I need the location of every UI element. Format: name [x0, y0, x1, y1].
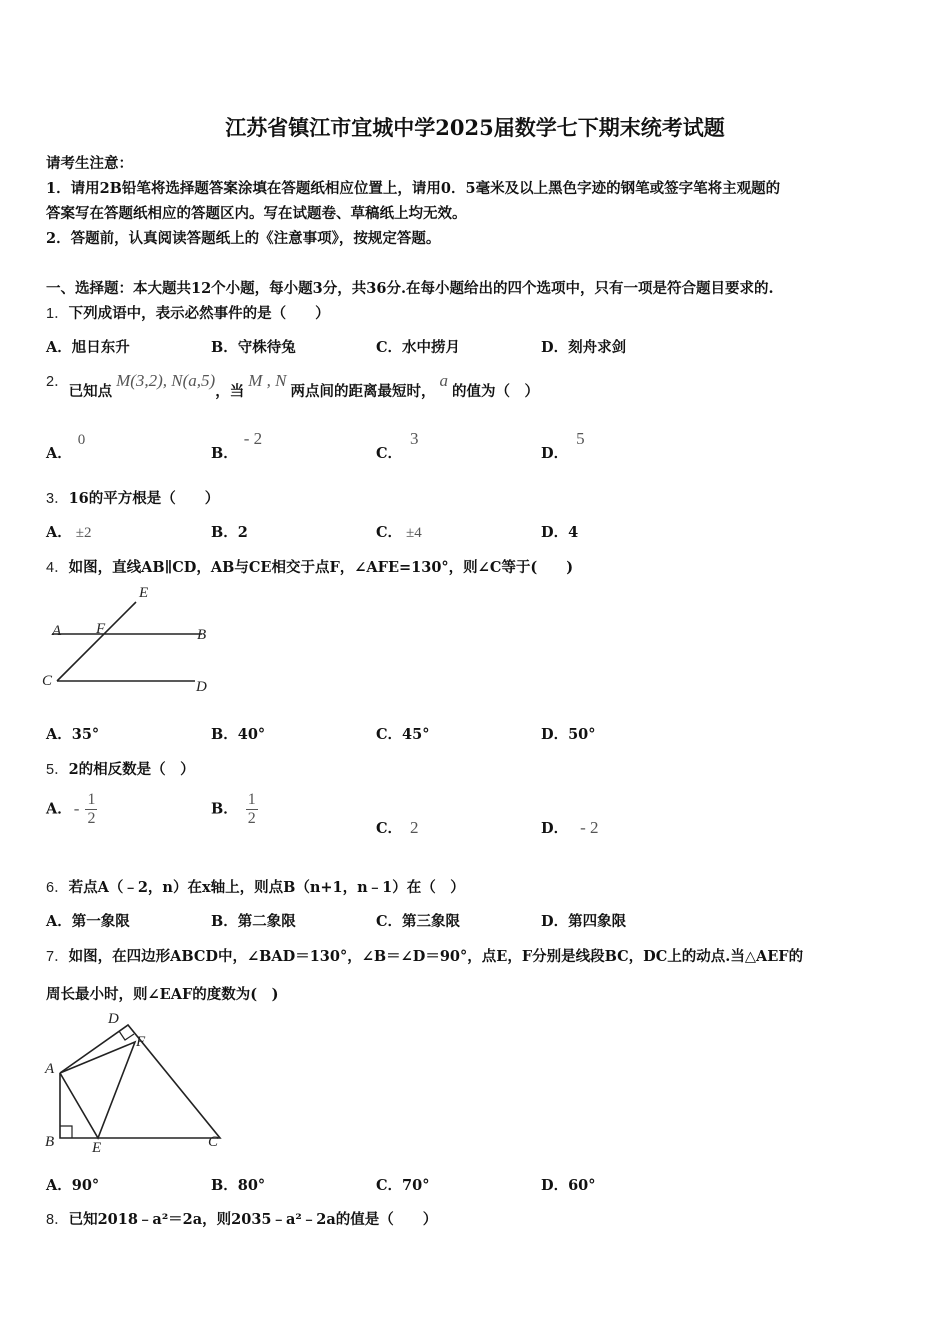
label-b: B: [45, 1134, 55, 1150]
label-a: A: [52, 623, 62, 639]
right-angle-d: [119, 1031, 134, 1040]
q4-option-d[interactable]: D．50°: [541, 726, 596, 743]
numerator: 1: [87, 791, 96, 808]
label-c: C: [208, 1134, 219, 1150]
question-8: [46, 1208, 437, 1229]
q7-option-d[interactable]: D．60°: [541, 1177, 596, 1194]
math-mn: M , N: [248, 371, 287, 390]
q6-option-a[interactable]: A．第一象限: [46, 913, 130, 930]
label-d: D: [196, 679, 207, 695]
q5-option-c[interactable]: [376, 817, 419, 838]
label-b: B: [197, 627, 207, 643]
option-value: 2: [410, 818, 419, 837]
right-angle-b: [60, 1126, 72, 1138]
option-value: - 2: [243, 429, 263, 448]
question-number: 6．: [46, 880, 69, 896]
question-number: 3．: [46, 491, 69, 507]
question-6: [46, 876, 465, 897]
q4-option-b[interactable]: B．40°: [211, 726, 266, 743]
option-label: A．: [46, 524, 72, 541]
q5-option-a[interactable]: [46, 791, 97, 828]
math-points-mn: M(3,2), N(a,5): [116, 371, 216, 390]
q3-option-b[interactable]: B．2: [211, 524, 248, 541]
option-value: ±4: [406, 525, 422, 541]
option-label: C．: [376, 524, 403, 541]
triangle-aef: [60, 1042, 135, 1138]
q3-option-a[interactable]: [46, 521, 92, 542]
option-label: D．: [541, 820, 569, 837]
q7-option-c[interactable]: C．70°: [376, 1177, 430, 1194]
question-text: 若点A（﹣2，n）在x轴上，则点B（n+1，n﹣1）在（ ）: [68, 879, 465, 896]
option-label: D．: [541, 445, 569, 462]
q6-option-c[interactable]: C．第三象限: [376, 913, 461, 930]
option-label: A．: [46, 445, 72, 462]
q2-option-a[interactable]: [46, 428, 86, 462]
question-number: 1．: [46, 306, 69, 322]
option-value: ±2: [75, 525, 92, 541]
question-text: 已知2018﹣a²＝2a，则2035﹣a²﹣2a的值是（ ）: [68, 1211, 438, 1228]
q1-option-d[interactable]: D．刻舟求剑: [541, 339, 627, 356]
question-text: 16的平方根是（ ）: [68, 490, 220, 507]
option-sign: -: [73, 798, 80, 818]
question-text-pre: 已知点: [68, 383, 113, 400]
question-number: 8．: [46, 1212, 69, 1228]
section-heading: 一、选择题：本大题共12个小题，每小题3分，共36分.在每小题给出的四个选项中，只有一项是符合题目要求的.: [46, 280, 774, 297]
label-a: A: [45, 1061, 55, 1077]
question-text: 2的相反数是（ ）: [68, 761, 195, 778]
question-number: 5．: [46, 762, 69, 778]
question-number: 7．: [46, 949, 69, 965]
label-e: E: [139, 585, 149, 601]
notice-line-1b: 答案写在答题纸相应的答题区内。写在试题卷、草稿纸上均无效。: [46, 205, 467, 222]
q4-option-c[interactable]: C．45°: [376, 726, 430, 743]
option-label: C．: [376, 445, 403, 462]
denominator: 2: [87, 810, 96, 827]
option-label: A．: [46, 800, 72, 818]
question-3: [46, 487, 219, 508]
label-e: E: [92, 1140, 102, 1156]
option-value: - 2: [580, 818, 599, 837]
q4-figure: [40, 580, 230, 700]
line-ce: [57, 602, 136, 681]
q5-option-d[interactable]: [541, 817, 599, 838]
question-1: [46, 302, 330, 323]
question-text-post: 两点间的距离最短时，: [290, 383, 436, 400]
denominator: 2: [247, 810, 256, 827]
label-f: F: [96, 621, 106, 637]
math-a: a: [439, 371, 448, 390]
q2-option-b[interactable]: [211, 428, 263, 462]
q1-option-a[interactable]: A．旭日东升: [46, 339, 130, 356]
q3-option-d[interactable]: D．4: [541, 524, 579, 541]
question-5: [46, 758, 195, 779]
question-text: 下列成语中，表示必然事件的是（ ）: [68, 305, 330, 322]
question-7: [46, 945, 803, 966]
q7-figure: [40, 1005, 230, 1157]
option-label: C．: [376, 820, 403, 837]
label-d: D: [108, 1011, 119, 1027]
question-text: 如图，直线AB∥CD，AB与CE相交于点F，∠AFE=130°，则∠C等于( ): [68, 559, 574, 576]
page-title: 江苏省镇江市宜城中学2025届数学七下期末统考试题: [225, 115, 725, 140]
label-c: C: [42, 673, 53, 689]
notice-line-1a: 1．请用2B铅笔将选择题答案涂填在答题纸相应位置上，请用0．5毫米及以上黑色字迹的钢笔或签字笔将主观题的: [46, 180, 781, 197]
fraction: [85, 791, 97, 828]
q1-option-b[interactable]: B．守株待兔: [211, 339, 296, 356]
option-label: B．: [211, 445, 238, 462]
notice-line-2: 2．答题前，认真阅读答题纸上的《注意事项》，按规定答题。: [46, 230, 441, 247]
option-label: B．: [211, 800, 238, 818]
option-value: 5: [576, 429, 585, 448]
question-text-end: 的值为（ ）: [451, 383, 539, 400]
q4-option-a[interactable]: A．35°: [46, 726, 100, 743]
question-text-mid: ，当: [215, 383, 245, 400]
question-text: 如图，在四边形ABCD中，∠BAD＝130°，∠B＝∠D＝90°，点E，F分别是线段BC，DC上的动点.当△AEF的: [68, 948, 804, 965]
q2-option-c[interactable]: [376, 428, 419, 462]
q3-option-c[interactable]: [376, 521, 422, 542]
question-number: 2．: [46, 374, 69, 390]
option-value: 3: [410, 429, 419, 448]
question-4: [46, 556, 573, 577]
q6-option-d[interactable]: D．第四象限: [541, 913, 627, 930]
question-number: 4．: [46, 560, 69, 576]
q7-option-b[interactable]: B．80°: [211, 1177, 266, 1194]
q1-option-c[interactable]: C．水中捞月: [376, 339, 461, 356]
numerator: 1: [247, 791, 256, 808]
q6-option-b[interactable]: B．第二象限: [211, 913, 296, 930]
fraction: [246, 791, 258, 828]
q2-option-d[interactable]: [541, 428, 585, 462]
question-2: [46, 370, 539, 400]
option-value: 0: [77, 432, 86, 448]
notice-heading: 请考生注意：: [46, 155, 133, 172]
q5-option-b[interactable]: [211, 791, 258, 828]
q7-option-a[interactable]: A．90°: [46, 1177, 100, 1194]
question-7-cont: 周长最小时，则∠EAF的度数为( ): [46, 986, 279, 1003]
label-f: F: [136, 1034, 146, 1050]
